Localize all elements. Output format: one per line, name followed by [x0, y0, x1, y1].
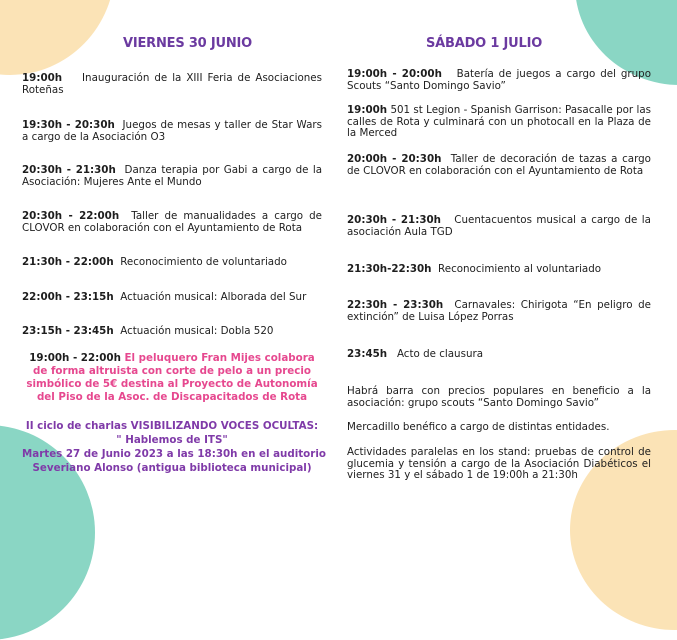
event-time: 20:30h - 21:30h [347, 214, 441, 226]
friday-event [22, 326, 322, 338]
event-text: Actuación musical: Alborada del Sur [120, 291, 307, 303]
event-time: 23:15h - 23:45h [22, 325, 114, 337]
event-time: 20:30h - 22:00h [22, 210, 120, 222]
event-time: 19:00h - 20:00h [347, 68, 442, 80]
event-text: Carnavales: Chirigota “En peligro de extinción” de Luisa López Porras [347, 299, 651, 323]
friday-event [22, 257, 322, 269]
haircut-charity-notice [22, 352, 322, 404]
talk-line-3: Martes 27 de Junio 2023 a las 18:30h en el auditorio [22, 448, 326, 460]
friday-event [22, 211, 322, 234]
health-stands-note: Actividades paralelas en los stand: pruebas de control de glucemia y tensión a cargo de la Asociación Diabéticos el viernes 31 y el sábado 1 de 19:00h a 21:30h [347, 446, 651, 482]
saturday-event [347, 215, 651, 238]
friday-event [22, 73, 322, 96]
event-text: Reconocimiento al voluntariado [438, 263, 602, 275]
event-text: Inauguración de la XIII Feria de Asociaciones Roteñas [22, 72, 322, 96]
event-time: 21:30h-22:30h [347, 263, 432, 275]
saturday-event [347, 154, 651, 177]
saturday-event [347, 105, 651, 140]
friday-event [22, 292, 322, 304]
notice-text: El peluquero Fran Mijes colabora de forma altruista con corte de pelo a un precio simbólico de 5€ destina al Proyecto de Autonomía del Piso de la Asoc. de Discapacitados de Rota [26, 352, 318, 403]
talk-line-2: " Hablemos de ITS" [116, 434, 228, 446]
talk-announcement [22, 419, 326, 475]
friday-title: VIERNES 30 JUNIO [123, 36, 253, 51]
event-time: 22:00h - 23:15h [22, 291, 114, 303]
saturday-event [347, 349, 651, 361]
event-text: Danza terapia por Gabi a cargo de la Asociación: Mujeres Ante el Mundo [22, 164, 323, 188]
event-text: Taller de manualidades a cargo de CLOVOR en colaboración con el Ayuntamiento de Rota [22, 210, 322, 234]
saturday-title: SÁBADO 1 JULIO [426, 36, 543, 51]
event-text: Batería de juegos a cargo del grupo Scouts “Santo Domingo Savio” [347, 68, 651, 92]
event-text: Juegos de mesas y taller de Star Wars a cargo de la Asociación O3 [22, 119, 322, 143]
friday-event [22, 120, 322, 143]
event-time: 20:30h - 21:30h [22, 164, 116, 176]
market-note: Mercadillo benéfico a cargo de distintas entidades. [347, 421, 610, 433]
event-time: 19:30h - 20:30h [22, 119, 115, 131]
event-text: 501 st Legion - Spanish Garrison: Pasacalle por las calles de Rota y culminará con un photocall en la Plaza de la Merced [347, 104, 651, 140]
event-text: Reconocimiento de voluntariado [120, 256, 287, 268]
decorative-blob-top-left [0, 0, 115, 75]
event-text: Taller de decoración de tazas a cargo de CLOVOR en colaboración con el Ayuntamiento de Rota [347, 153, 651, 177]
saturday-event [347, 69, 651, 92]
bar-note: Habrá barra con precios populares en beneficio a la asociación: grupo scouts “Santo Domingo Savio” [347, 385, 651, 409]
saturday-event [347, 300, 651, 323]
talk-line-1: II ciclo de charlas VISIBILIZANDO VOCES OCULTAS: [25, 420, 319, 432]
event-text: Acto de clausura [396, 348, 484, 360]
friday-event [22, 165, 322, 188]
talk-line-4: Severiano Alonso (antigua biblioteca municipal) [32, 462, 312, 474]
event-time: 20:00h - 20:30h [347, 153, 442, 165]
notice-time: 19:00h - 22:00h [29, 352, 121, 364]
event-time: 23:45h [347, 348, 388, 360]
event-text: Cuentacuentos musical a cargo de la asociación Aula TGD [347, 214, 651, 238]
event-time: 21:30h - 22:00h [22, 256, 114, 268]
event-text: Actuación musical: Dobla 520 [120, 325, 274, 337]
saturday-event [347, 264, 651, 276]
event-time: 19:00h [22, 72, 63, 84]
event-time: 22:30h - 23:30h [347, 299, 444, 311]
event-time: 19:00h [347, 104, 388, 116]
